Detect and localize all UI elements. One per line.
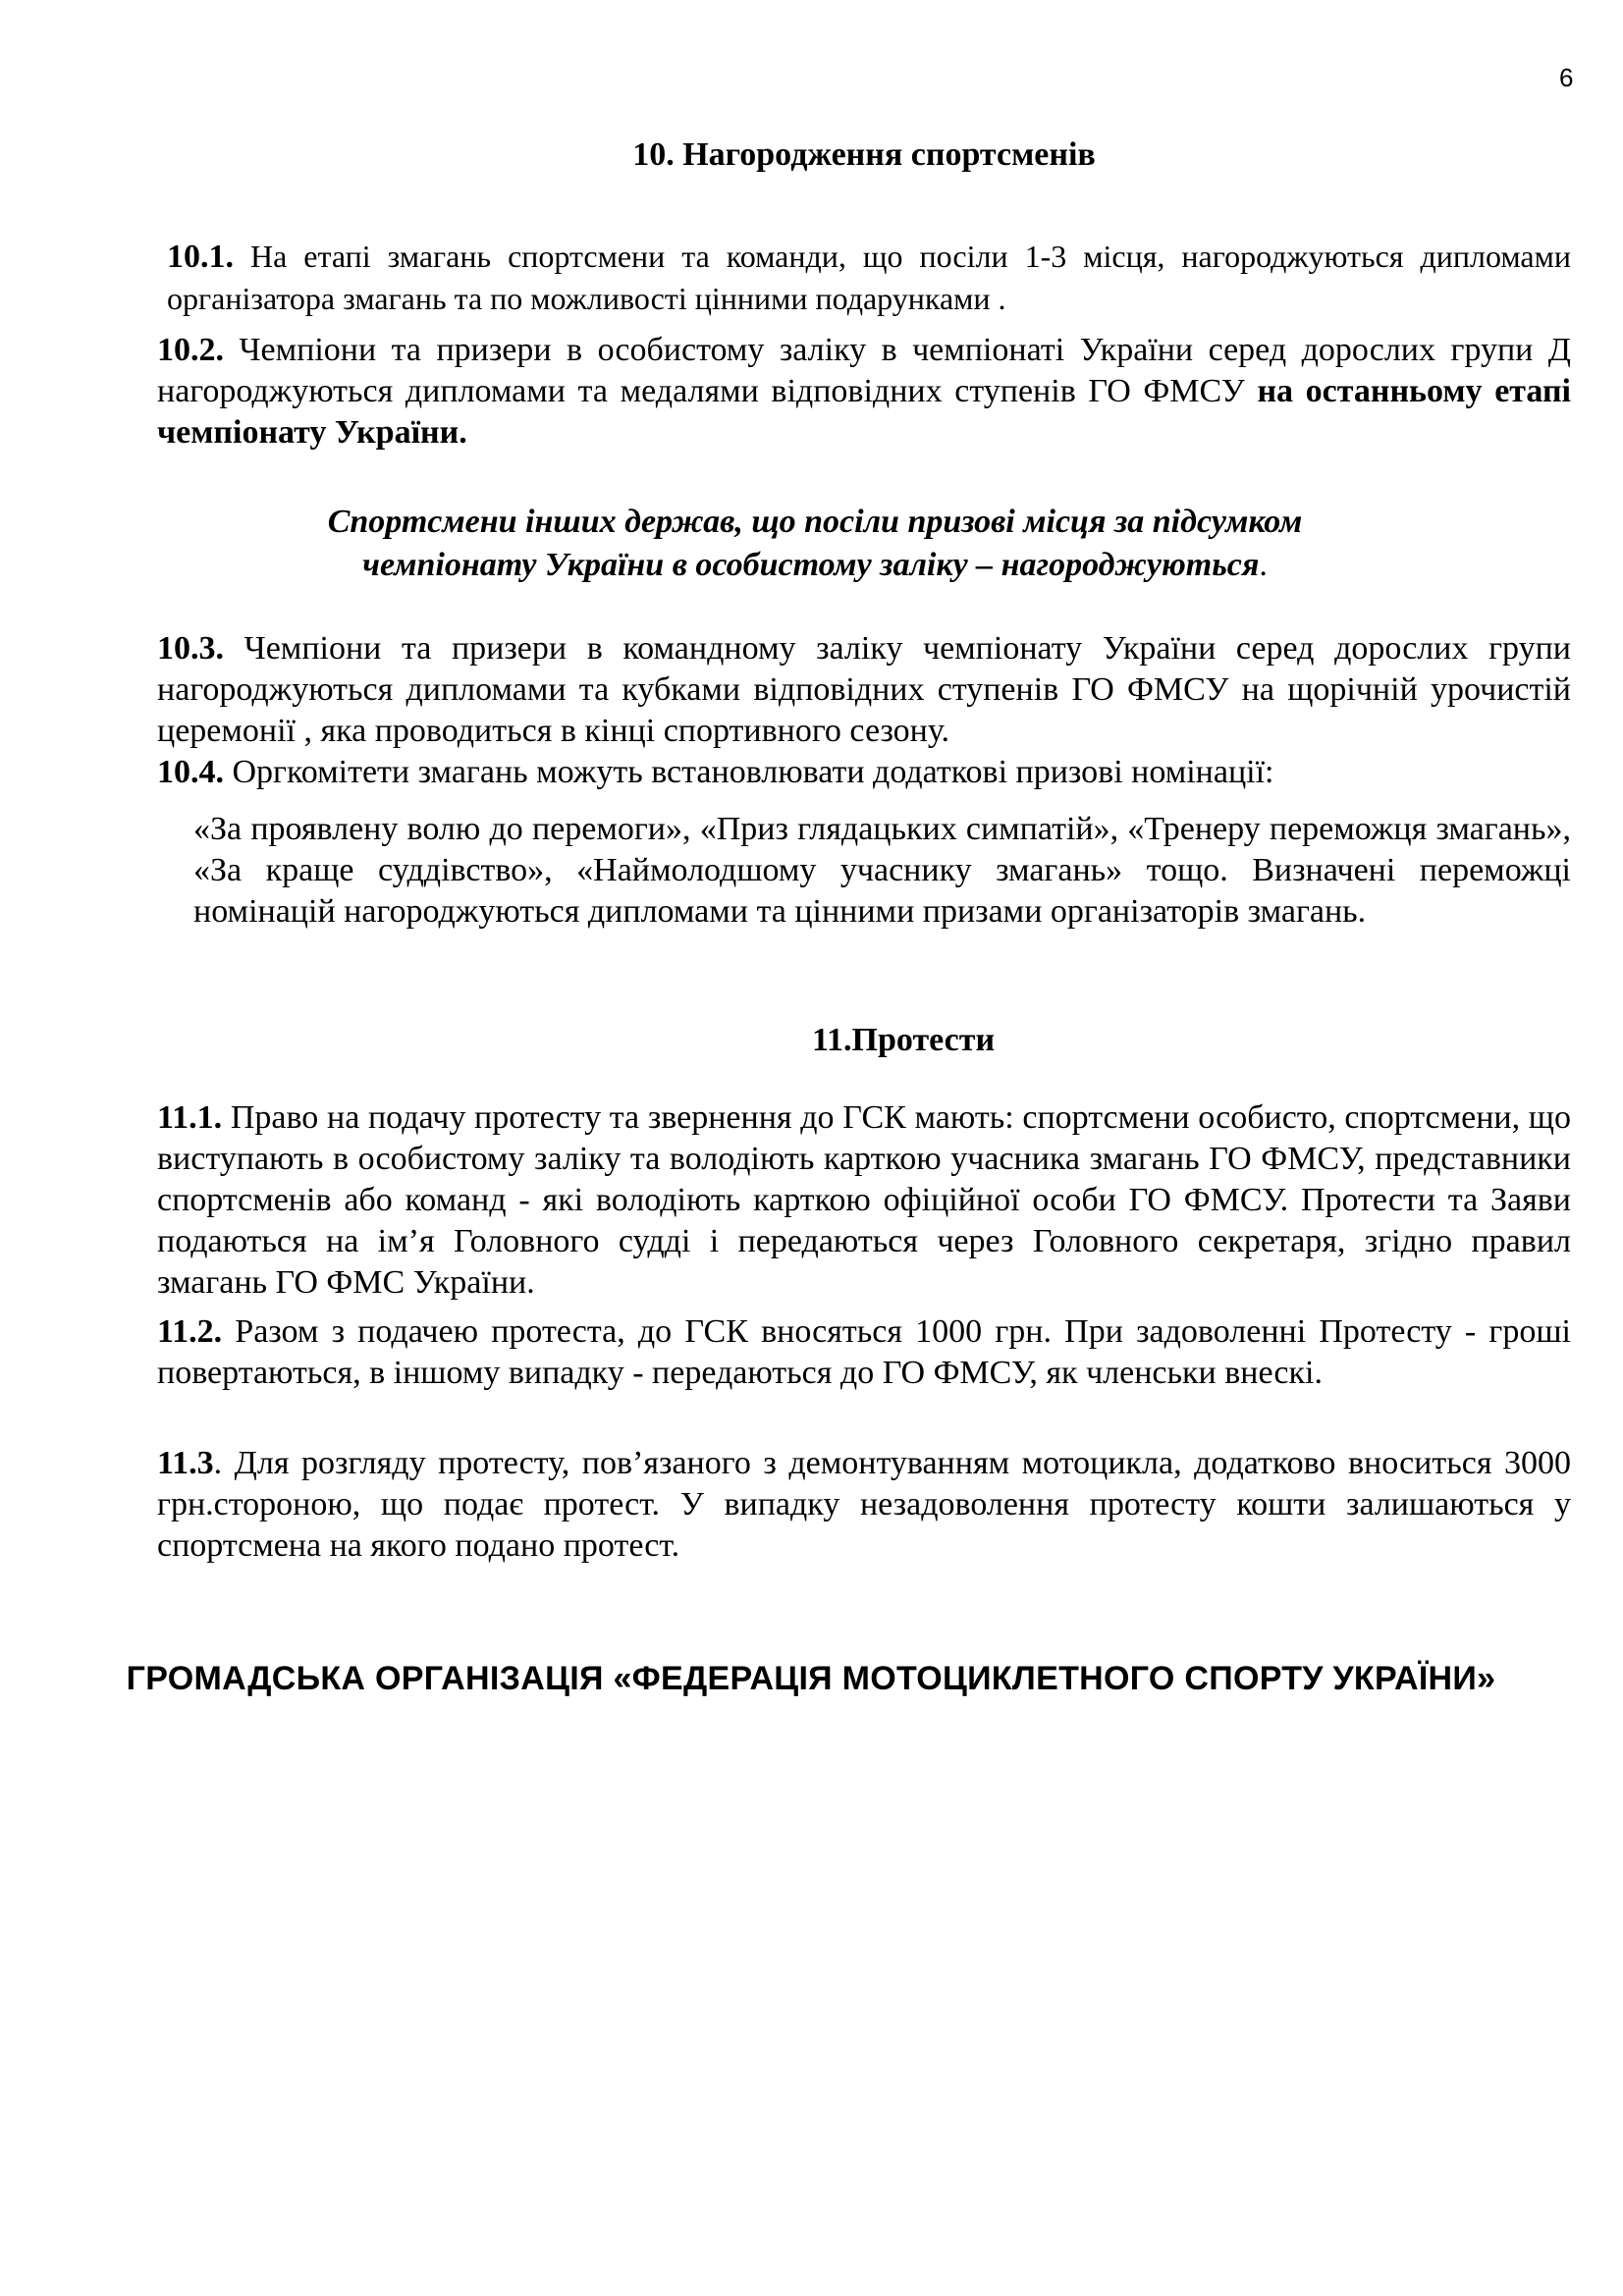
paragraph-10-2-number: 10.2. xyxy=(157,332,224,368)
paragraph-11-3-number: 11.3 xyxy=(157,1445,214,1481)
paragraph-10-2 xyxy=(157,330,1571,454)
paragraph-11-1 xyxy=(157,1097,1571,1304)
page-number: 6 xyxy=(1559,63,1574,92)
paragraph-10-2-bold: на останньому етапі чемпіонату України. xyxy=(157,373,1571,451)
section-10-heading: 10. Нагородження спортсменів xyxy=(632,136,1096,173)
paragraph-10-1-number: 10.1. xyxy=(167,239,234,275)
paragraph-10-3 xyxy=(157,628,1571,752)
paragraph-11-1-number: 11.1. xyxy=(157,1099,223,1136)
foreign-athletes-line-1: Спортсмени інших держав, що посіли призові місця за підсумком xyxy=(327,504,1303,540)
paragraph-10-4-text: Оргкомітети змагань можуть встановлювати додаткові призові номінації: xyxy=(224,754,1274,790)
paragraph-11-2-text: Разом з подачею протеста, до ГСК вносяться 1000 грн. При задоволенні Протесту - гроші повертаються, в іншому випадку - передаються до ГО ФМСУ, як членськи внескі. xyxy=(157,1313,1571,1391)
paragraph-10-3-text: Чемпіони та призери в командному заліку чемпіонату України серед дорослих групи нагороджуються дипломами та кубками відповідних ступенів ГО ФМСУ на щорічній урочистій церемонії , яка проводиться в кінці спортивного сезону. xyxy=(157,630,1571,749)
paragraph-10-4 xyxy=(157,752,1571,793)
foreign-athletes-line-2-text: чемпіонату України в особистому заліку – нагороджуються xyxy=(362,547,1260,583)
paragraph-11-2-number: 11.2. xyxy=(157,1313,223,1350)
paragraph-11-1-text: Право на подачу протесту та звернення до ГСК мають: спортсмени особисто, спортсмени, що виступають в особистому заліку та володіють карткою учасника змагань ГО ФМСУ, представники спортсменів або команд - які володіють карткою офіційної особи ГО ФМСУ. Протести та Заяви подаються на ім’я Головного судді і передаються через Головного секретаря, згідно правил змагань ГО ФМС України. xyxy=(157,1099,1571,1301)
paragraph-10-1 xyxy=(167,236,1571,320)
paragraph-10-1-text: На етапі змагань спортсмени та команди, що посіли 1-3 місця, нагороджуються дипломами організатора змагань та по можливості цінними подарунками . xyxy=(167,239,1571,316)
foreign-athletes-line-2 xyxy=(157,544,1473,587)
paragraph-11-3-text: . Для розгляду протесту, пов’язаного з демонтуванням мотоцикла, додатково вноситься 3000 грн.стороною, що подає протест. У випадку незадоволення протесту кошти залишаються у спортсмена на якого подано протест. xyxy=(157,1445,1571,1564)
foreign-athletes-line-2-dot: . xyxy=(1259,547,1268,583)
paragraph-10-3-number: 10.3. xyxy=(157,630,224,667)
section-11-heading: 11.Протести xyxy=(811,1022,996,1058)
paragraph-11-2 xyxy=(157,1311,1571,1394)
organization-name: ГРОМАДСЬКА ОРГАНІЗАЦІЯ «ФЕДЕРАЦІЯ МОТОЦИКЛЕТНОГО СПОРТУ УКРАЇНИ» xyxy=(126,1660,1496,1697)
foreign-athletes-note xyxy=(157,501,1473,587)
paragraph-10-4-nominations: «За проявлену волю до перемоги», «Приз глядацьких симпатій», «Тренеру переможця змагань», «За краще суддівство», «Наймолодшому учаснику змагань» тощо. Визначені переможці номінацій нагороджуються дипломами та цінними призами організаторів змагань. xyxy=(193,811,1571,930)
paragraph-11-3 xyxy=(157,1443,1571,1567)
paragraph-10-4-number: 10.4. xyxy=(157,754,224,790)
paragraph-10-2-text: Чемпіони та призери в особистому заліку в чемпіонаті України серед дорослих групи Д нагороджуються дипломами та медалями відповідних ступенів ГО ФМСУ xyxy=(157,332,1571,409)
